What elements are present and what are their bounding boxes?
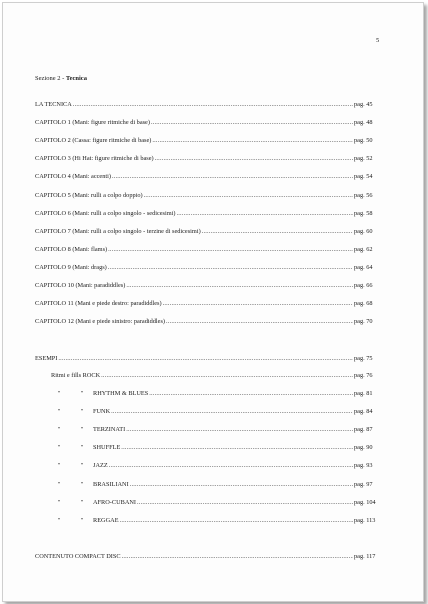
- dot-leader: [112, 173, 353, 181]
- entry-page: pag. 62: [354, 245, 373, 253]
- entry-page: pag. 45: [354, 101, 373, 108]
- entry-page: pag. 70: [354, 318, 373, 326]
- dot-leader: [108, 264, 353, 272]
- entry-page: pag. 81: [354, 390, 373, 397]
- entry-page: pag. 64: [354, 263, 373, 271]
- ditto-mark: ": [57, 498, 61, 506]
- entry-title: CAPITOLO 4 (Mani: accenti): [35, 173, 111, 181]
- ditto-mark: ": [80, 426, 84, 434]
- entry-page: pag. 52: [354, 155, 373, 163]
- entry-title: FUNK: [93, 408, 111, 416]
- entry-title: CAPITOLO 12 (Mani e piede sinistro: paradiddles): [35, 318, 165, 326]
- dot-leader: [101, 372, 353, 380]
- entry-page: pag. 104: [354, 498, 376, 506]
- entry-title: CAPITOLO 7 (Mani: rulli a colpo singolo - terzine di sedicesimi): [35, 227, 201, 235]
- entry-title: CAPITOLO 8 (Mani: flams): [35, 245, 108, 253]
- entry-page: pag. 75: [354, 355, 373, 362]
- toc-row-contenuto: [35, 553, 382, 561]
- entry-page: pag. 117: [354, 553, 376, 560]
- dot-leader: [202, 228, 353, 236]
- toc-row: [35, 173, 382, 181]
- toc-row-style: [53, 499, 382, 507]
- entry-title: JAZZ: [93, 462, 108, 470]
- ditto-mark: ": [57, 516, 61, 524]
- toc-row-style: [53, 517, 382, 525]
- dot-leader: [130, 481, 353, 489]
- toc-row-style: [53, 390, 382, 398]
- document-page: [2, 2, 424, 602]
- ditto-mark: ": [80, 480, 84, 488]
- dot-leader: [73, 101, 353, 109]
- section-prefix: Sezione 2 -: [35, 75, 66, 82]
- entry-title: CAPITOLO 2 (Cassa: figure ritmiche di base): [35, 137, 152, 145]
- ditto-mark: ": [57, 426, 61, 434]
- entry-title: TERZINATI: [93, 426, 126, 434]
- toc-row-style: [53, 444, 382, 452]
- toc-row: [35, 300, 382, 308]
- ditto-mark: ": [80, 498, 84, 506]
- entry-page: pag. 56: [354, 191, 373, 199]
- toc-row-ritmi: [51, 372, 382, 380]
- entry-page: pag. 50: [354, 137, 373, 145]
- toc-row-style: [53, 426, 382, 434]
- ditto-mark: ": [80, 408, 84, 416]
- dot-leader: [149, 390, 353, 398]
- toc-row-style: [53, 462, 382, 470]
- dot-leader: [111, 408, 353, 416]
- entry-title: CAPITOLO 5 (Mani: rulli a colpo doppio): [35, 191, 143, 199]
- entry-title: CONTENUTO COMPACT DISC: [35, 553, 121, 560]
- toc-row: [35, 282, 382, 290]
- ditto-mark: ": [80, 516, 84, 524]
- dot-leader: [120, 517, 353, 525]
- dot-leader: [109, 462, 353, 470]
- entry-title: BRASILIANI: [93, 480, 129, 488]
- ditto-mark: ": [80, 390, 84, 397]
- entry-page: pag. 87: [354, 426, 373, 434]
- page-number: 5: [376, 37, 380, 44]
- toc-row-style: [53, 408, 382, 416]
- entry-page: pag. 90: [354, 444, 373, 452]
- ditto-mark: ": [80, 444, 84, 452]
- entry-page: pag. 84: [354, 408, 373, 416]
- entry-page: pag. 48: [354, 119, 373, 127]
- ditto-mark: ": [57, 480, 61, 488]
- dot-leader: [152, 137, 353, 145]
- toc-row: [35, 155, 382, 163]
- toc-row: [35, 228, 382, 236]
- entry-title: ESEMPI: [35, 355, 58, 362]
- ditto-mark: ": [57, 462, 61, 470]
- entry-page: pag. 66: [354, 282, 373, 289]
- entry-title: RHYTHM & BLUES: [93, 390, 149, 397]
- toc-row: [35, 246, 382, 254]
- ditto-mark: ": [57, 408, 61, 416]
- entry-title: CAPITOLO 6 (Mani: rulli a colpo singolo - sedicesimi): [35, 209, 176, 217]
- entry-title: CAPITOLO 1 (Mani: figure ritmiche di base): [35, 119, 150, 127]
- entry-page: pag. 68: [354, 300, 373, 308]
- toc-row-style: [53, 481, 382, 489]
- toc-row: [35, 192, 382, 200]
- entry-page: pag. 54: [354, 173, 373, 181]
- ditto-mark: ": [57, 390, 61, 397]
- dot-leader: [144, 192, 353, 200]
- toc-row: [35, 318, 382, 326]
- dot-leader: [108, 246, 353, 254]
- entry-title: CAPITOLO 3 (Hi Hat: figure ritmiche di base): [35, 155, 154, 163]
- section-title: Tecnica: [65, 75, 87, 82]
- entry-title: SHUFFLE: [93, 444, 121, 452]
- entry-page: pag. 97: [354, 480, 373, 488]
- dot-leader: [126, 282, 353, 290]
- dot-leader: [177, 210, 354, 218]
- entry-page: pag. 58: [354, 209, 373, 217]
- toc-row: [35, 210, 382, 218]
- toc-row: [35, 137, 382, 145]
- entry-page: pag. 93: [354, 462, 373, 470]
- toc-row: [35, 119, 382, 127]
- dot-leader: [137, 499, 353, 507]
- dot-leader: [121, 444, 353, 452]
- toc-row: [35, 264, 382, 272]
- section-heading: [35, 75, 87, 82]
- toc-row: [35, 101, 382, 109]
- dot-leader: [155, 155, 353, 163]
- ditto-mark: ": [80, 462, 84, 470]
- entry-title: CAPITOLO 10 (Mani: paradiddles): [35, 282, 126, 289]
- dot-leader: [126, 426, 353, 434]
- entry-page: pag. 113: [354, 516, 376, 524]
- entry-title: LA TECNICA: [35, 101, 72, 108]
- entry-title: REGGAE: [93, 516, 119, 524]
- entry-page: pag. 60: [354, 227, 373, 235]
- entry-title: CAPITOLO 11 (Mani e piede destro: paradiddles): [35, 300, 162, 308]
- toc-row-esempi: [35, 355, 382, 363]
- dot-leader: [166, 318, 353, 326]
- dot-leader: [151, 119, 353, 127]
- ditto-mark: ": [57, 444, 61, 452]
- dot-leader: [163, 300, 353, 308]
- entry-page: pag. 76: [354, 372, 373, 379]
- entry-title: Ritmi e fills ROCK: [51, 372, 101, 379]
- dot-leader: [122, 553, 353, 561]
- entry-title: AFRO-CUBANI: [93, 498, 137, 506]
- entry-title: CAPITOLO 9 (Mani: drags): [35, 263, 107, 271]
- dot-leader: [58, 355, 353, 363]
